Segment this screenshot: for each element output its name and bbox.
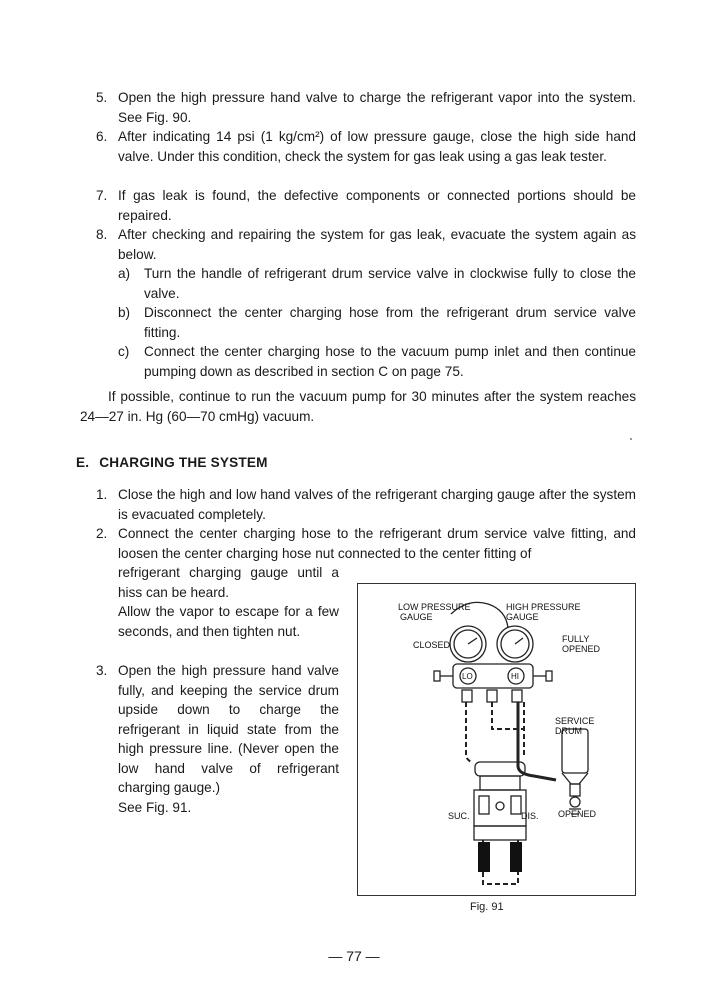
figure-caption: Fig. 91 [470,901,504,913]
charging-step-3 [96,661,339,798]
step-number: 5. [96,90,108,105]
label-drum: DRUM [555,726,582,736]
step-number: 6. [96,129,108,144]
label-fully: FULLY [562,634,590,644]
substep-c [118,342,636,381]
charging-step-2 [96,524,636,563]
substep-letter: a) [118,266,131,281]
charging-diagram [358,584,635,895]
drum-valve [570,797,580,807]
step-6 [96,127,636,166]
substep-letter: c) [118,344,130,359]
figure-91 [357,583,636,896]
step-text: Connect the center charging hose to the refrigerant drum service valve fitting, and loosen the center charging hose nut connected to the center fitting of [118,526,636,561]
label-low-pressure: LOW PRESSURE [398,602,471,612]
step-text: Open the high pressure hand valve fully, and keeping the service drum upside down to charge the refrigerant in liquid state from the high pressure line. (Never open the low hand valve of refrigerant charging gauge.) [118,663,339,795]
label-closed: CLOSED [413,640,451,650]
suction-pipe [478,842,490,872]
charging-step-3-see [96,798,339,818]
label-gauge-high: GAUGE [506,612,539,622]
label-gauge-low: GAUGE [400,612,433,622]
discharge-pipe [510,842,522,872]
substep-text: Connect the center charging hose to the vacuum pump inlet and then continue pumping down as described in section C on page 75. [144,344,636,379]
step-number: 7. [96,188,108,203]
step-text: If gas leak is found, the defective components or connected portions should be repaired. [118,188,636,223]
step-number: 8. [96,227,108,242]
label-lo: LO [462,672,473,681]
step-number: 1. [96,487,108,502]
substep-text: Turn the handle of refrigerant drum service valve in clockwise fully to close the valve. [144,266,636,301]
label-dis: DIS. [521,811,539,821]
charging-step-1 [96,485,636,524]
substep-text: Disconnect the center charging hose from the refrigerant drum service valve fitting. [144,305,636,340]
step-text-continued: refrigerant charging gauge until a hiss can be heard. [118,565,339,600]
step-8 [96,225,636,264]
charging-step-2-allow [96,602,339,641]
label-service: SERVICE [555,716,595,726]
page-number: — 77 — [328,948,380,964]
substep-b [118,303,636,342]
step-text: Open the high pressure hand valve to charge the refrigerant vapor into the system. See Fig. 90. [118,90,636,125]
section-heading [76,455,268,470]
substep-a [118,264,636,303]
step-text: After indicating 14 psi (1 kg/cm²) of low pressure gauge, close the high side hand valve. Under this condition, check the system for gas leak using a gas leak tester. [118,129,636,164]
label-suc: SUC. [448,811,470,821]
scan-speck [630,438,632,440]
note-paragraph: If possible, continue to run the vacuum pump for 30 minutes after the system reaches 24—27 in. Hg (60—70 cmHg) vacuum. [80,389,636,424]
step-text: Close the high and low hand valves of the refrigerant charging gauge after the system is evacuated completely. [118,487,636,522]
step-number: 3. [96,663,108,678]
step-number: 2. [96,526,108,541]
see-figure-text: See Fig. 91. [118,800,192,815]
step-text-allow: Allow the vapor to escape for a few seconds, and then tighten nut. [118,604,339,639]
charging-step-2-continued [96,563,339,602]
step-text: After checking and repairing the system for gas leak, evacuate the system again as below. [118,227,636,262]
step-7 [96,186,636,225]
low-side-hose [466,702,472,762]
section-title: CHARGING THE SYSTEM [99,455,268,470]
label-opened-drum: OPENED [558,809,597,819]
label-high-pressure: HIGH PRESSURE [506,602,581,612]
label-opened: OPENED [562,644,601,654]
substep-letter: b) [118,305,131,320]
step-5 [96,88,636,127]
section-letter: E. [76,455,90,470]
label-hi: HI [511,672,519,681]
